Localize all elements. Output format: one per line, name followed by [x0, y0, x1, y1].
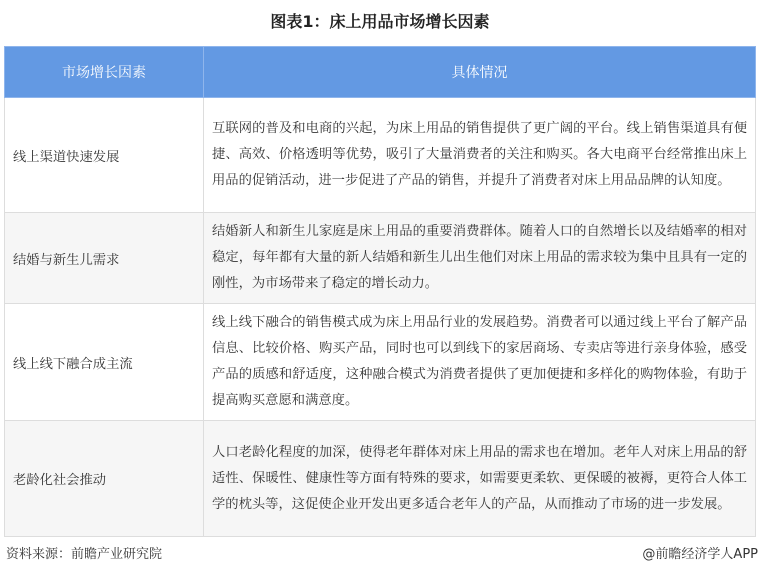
factor-cell: 线上渠道快速发展	[5, 98, 204, 213]
credit-note: @前瞻经济学人APP	[642, 547, 758, 562]
desc-cell: 线上线下融合的销售模式成为床上用品行业的发展趋势。消费者可以通过线上平台了解产品信息、比较价格、购买产品，同时也可以到线下的家居商场、专卖店等进行亲身体验，感受产品的质感和舒适度，这种融合模式为消费者提供了更加便捷和多样化的购物体验，有助于提高购买意愿和满意度。	[204, 304, 756, 421]
table-row	[5, 304, 756, 421]
table-row	[5, 421, 756, 537]
header-factor: 市场增长因素	[5, 47, 204, 98]
table-title: 图表1：床上用品市场增长因素	[270, 12, 490, 31]
factor-cell: 老龄化社会推动	[5, 421, 204, 537]
growth-factors-table	[4, 46, 756, 537]
header-row	[5, 47, 756, 98]
desc-cell: 结婚新人和新生儿家庭是床上用品的重要消费群体。随着人口的自然增长以及结婚率的相对稳定，每年都有大量的新人结婚和新生儿出生他们对床上用品的需求较为集中且具有一定的刚性，为市场带来了稳定的增长动力。	[204, 213, 756, 304]
factor-cell: 结婚与新生儿需求	[5, 213, 204, 304]
desc-cell: 互联网的普及和电商的兴起，为床上用品的销售提供了更广阔的平台。线上销售渠道具有便捷、高效、价格透明等优势，吸引了大量消费者的关注和购买。各大电商平台经常推出床上用品的促销活动，进一步促进了产品的销售，并提升了消费者对床上用品品牌的认知度。	[204, 98, 756, 213]
table-row	[5, 98, 756, 213]
factor-cell: 线上线下融合成主流	[5, 304, 204, 421]
table-row	[5, 213, 756, 304]
source-note: 资料来源：前瞻产业研究院	[6, 547, 163, 562]
desc-cell: 人口老龄化程度的加深，使得老年群体对床上用品的需求也在增加。老年人对床上用品的舒适性、保暖性、健康性等方面有特殊的要求，如需要更柔软、更保暖的被褥，更符合人体工学的枕头等，这促使企业开发出更多适合老年人的产品，从而推动了市场的进一步发展。	[204, 421, 756, 537]
header-desc: 具体情况	[204, 47, 756, 98]
